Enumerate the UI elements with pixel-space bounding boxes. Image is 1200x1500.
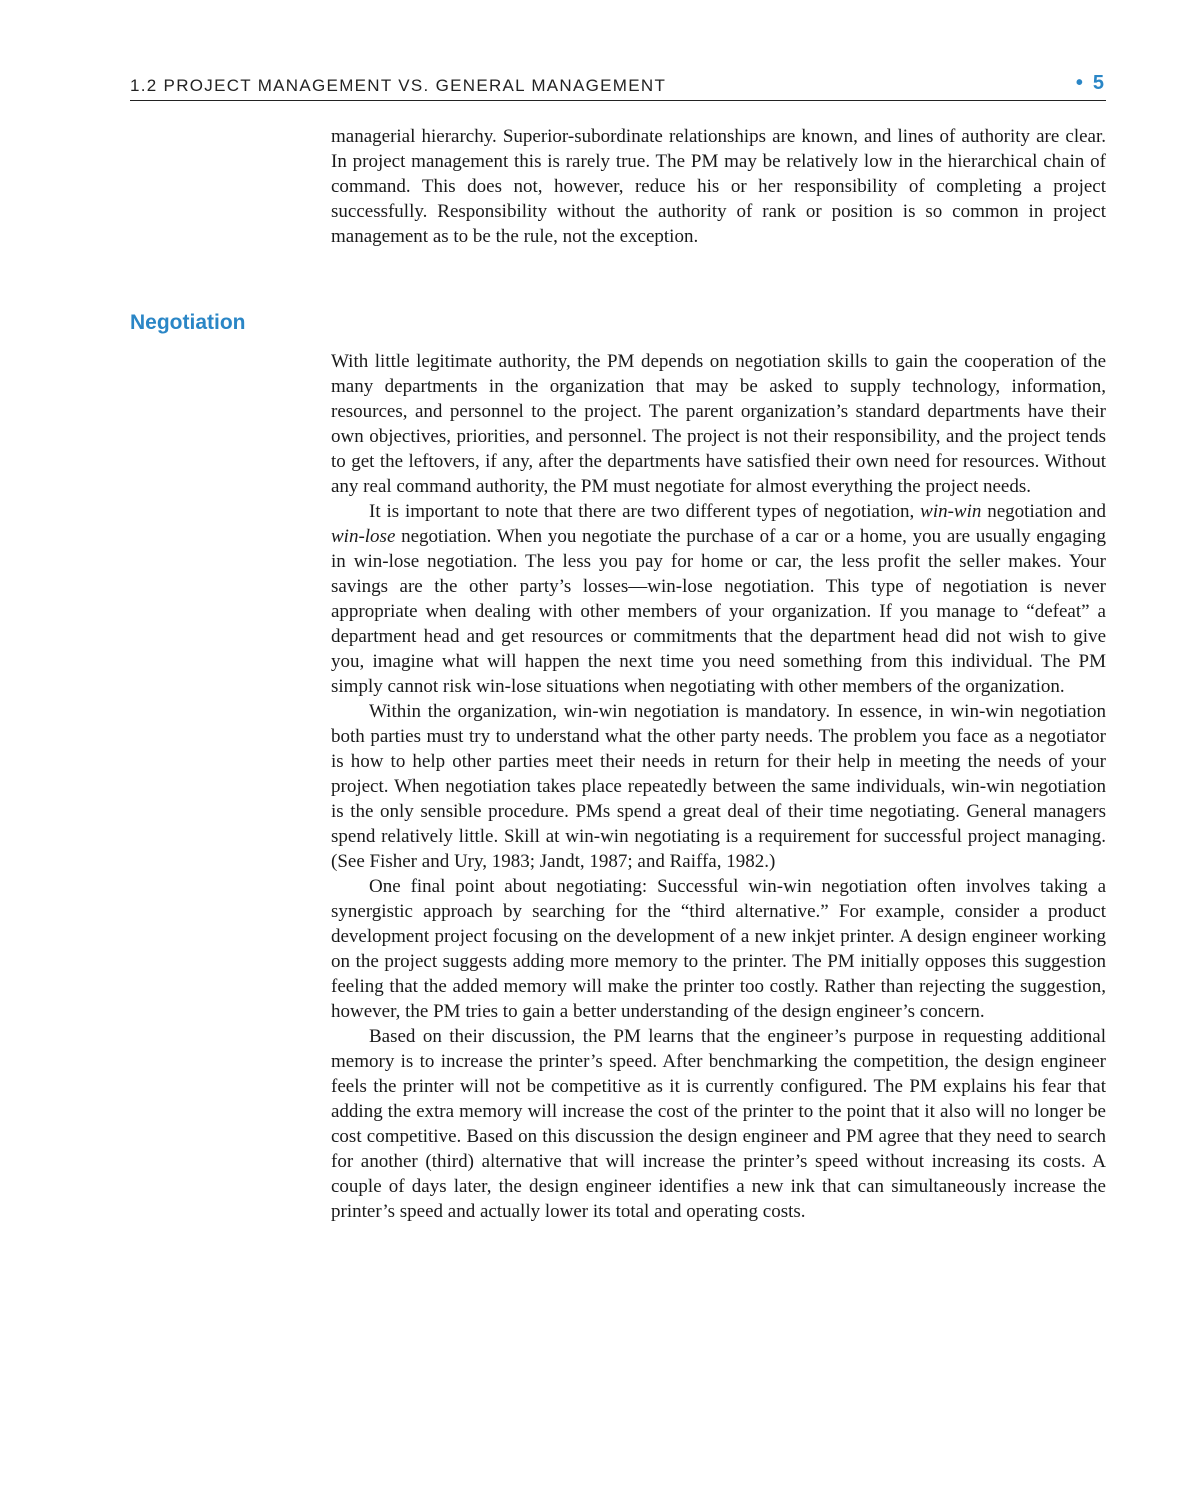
paragraph-1: With little legitimate authority, the PM depends on negotiation skills to gain the cooperation of the many departments in the organization that may be asked to supply technology, information, resources, and personnel to the project. The parent organization’s standard departments have their own objectives, priorities, and personnel. The project is not their responsibility, and the project tends to get the leftovers, if any, after the departments have satisfied their own need for resources. Without any real command authority, the PM must negotiate for almost everything the project needs. bbox=[331, 351, 1106, 497]
paragraph-2 bbox=[331, 499, 1106, 699]
section-body bbox=[331, 349, 1106, 1224]
running-title: 1.2 PROJECT MANAGEMENT VS. GENERAL MANAGEMENT bbox=[130, 76, 667, 95]
paragraph-5: Based on their discussion, the PM learns that the engineer’s purpose in requesting additional memory is to increase the printer’s speed. After benchmarking the competition, the design engineer feels the printer will not be competitive as it is currently configured. The PM explains his fear that adding the extra memory will increase the cost of the printer to the point that it also will no longer be cost competitive. Based on this discussion the design engineer and PM agree that they need to search for another (third) alternative that will increase the printer’s speed without increasing its costs. A couple of days later, the design engineer identifies a new ink that can simultaneously increase the printer’s speed and actually lower its total and operating costs. bbox=[331, 1026, 1106, 1222]
section-heading: Negotiation bbox=[130, 311, 246, 334]
paragraph-3: Within the organization, win-win negotiation is mandatory. In essence, in win-win negotiation both parties must try to understand what the other party needs. The problem you face as a negotiator is how to help other parties meet their needs in return for their help in meeting the needs of your project. When negotiation takes place repeatedly between the same individuals, win-win negotiation is the only sensible procedure. PMs spend a great deal of their time negotiating. General managers spend relatively little. Skill at win-win negotiating is a requirement for successful project managing. (See Fisher and Ury, 1983; Jandt, 1987; and Raiffa, 1982.) bbox=[331, 701, 1106, 872]
paragraph-2-mid: negotiation and bbox=[981, 501, 1106, 522]
bullet-icon: • bbox=[1075, 72, 1083, 94]
paragraph-4: One final point about negotiating: Successful win-win negotiation often involves taking a synergistic approach by searching for the “third alternative.” For example, consider a product development project focusing on the development of a new inkjet printer. A design engineer working on the project suggests adding more memory to the printer. The PM initially opposes this suggestion feeling that the added memory will make the printer too costly. Rather than rejecting the suggestion, however, the PM tries to gain a better understanding of the design engineer’s concern. bbox=[331, 876, 1106, 1022]
intro-paragraph: managerial hierarchy. Superior-subordinate relationships are known, and lines of authority are clear. In project management this is rarely true. The PM may be relatively low in the hierarchical chain of command. This does not, however, reduce his or her responsibility of completing a project successfully. Responsibility without the authority of rank or position is so common in project management as to be the rule, not the exception. bbox=[331, 126, 1106, 247]
page-number-group bbox=[1076, 72, 1104, 95]
term-win-lose: win-lose bbox=[331, 526, 396, 547]
term-win-win: win-win bbox=[920, 501, 982, 522]
paragraph-2-rest: negotiation. When you negotiate the purchase of a car or a home, you are usually engaging in win-lose negotiation. The less you pay for home or car, the less profit the seller makes. Your savings are the other party’s losses—win-lose negotiation. This type of negotiation is never appropriate when dealing with other members of your organization. If you manage to “defeat” a department head and get resources or commitments that the department head did not wish to give you, imagine what will happen the next time you need something from this individual. The PM simply cannot risk win-lose situations when negotiating with other members of the organization. bbox=[331, 526, 1106, 697]
intro-block bbox=[331, 124, 1106, 249]
paragraph-2-start: It is important to note that there are two different types of negotiation, bbox=[369, 501, 921, 522]
running-header bbox=[130, 72, 1106, 101]
page-number: 5 bbox=[1092, 72, 1104, 94]
